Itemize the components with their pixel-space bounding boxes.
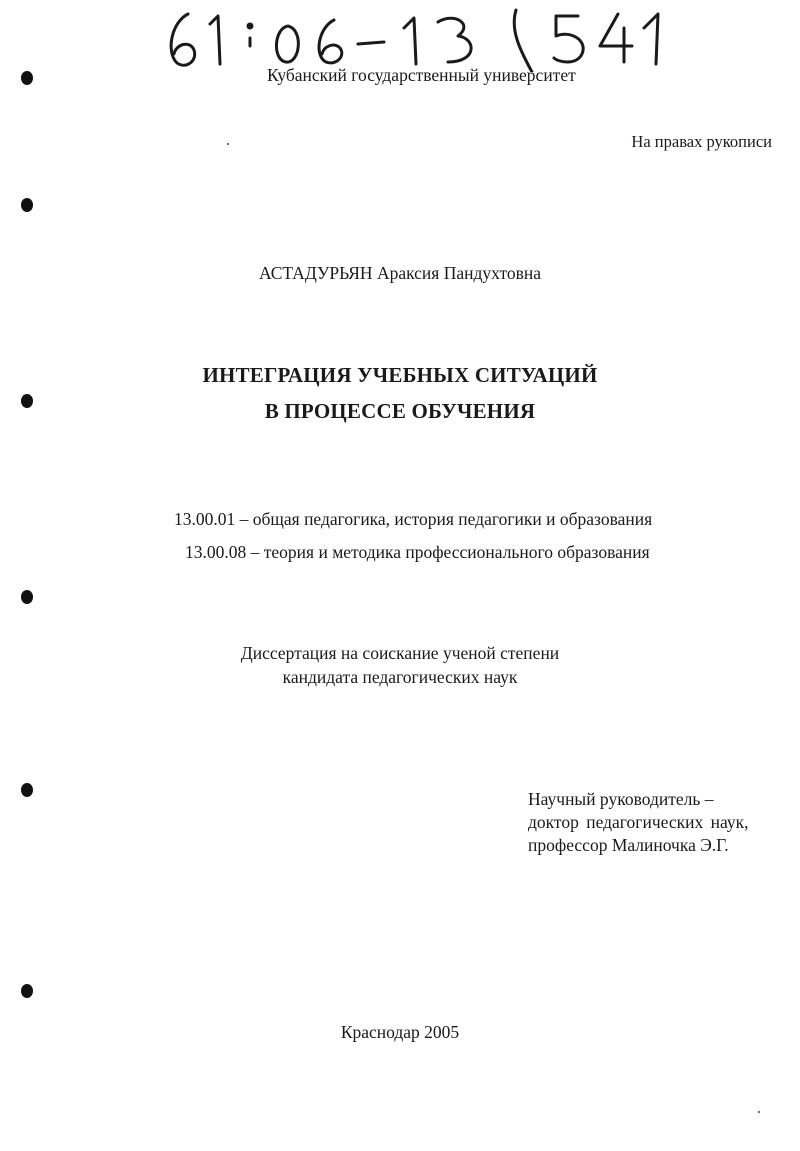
supervisor-line2: доктор педагогических наук, [528,812,749,832]
specialty-1: 13.00.01 – общая педагогика, история педагогики и образования [174,509,653,529]
dissertation-title-line1: ИНТЕГРАЦИЯ УЧЕБНЫХ СИТУАЦИЙ [202,363,598,387]
scan-speck [758,1111,760,1113]
city-year: Краснодар 2005 [340,1022,460,1042]
dissertation-title-line2: В ПРОЦЕССЕ ОБУЧЕНИЯ [264,399,536,423]
scan-speck [227,143,229,145]
rights-notice: На правах рукописи [631,132,772,151]
punch-hole-6 [21,984,33,998]
degree-line1: Диссертация на соискание ученой степени [240,643,560,663]
author-name: АСТАДУРЬЯН Араксия Пандухтовна [258,263,542,283]
university-name: Кубанский государственный университет [267,65,576,85]
specialty-2: 13.00.08 – теория и методика профессионального образования [185,542,650,562]
punch-hole-5 [21,783,33,797]
degree-line2: кандидата педагогических наук [282,667,518,687]
punch-hole-4 [21,590,33,604]
supervisor-line1: Научный руководитель – [528,789,714,809]
punch-hole-2 [21,198,33,212]
handwritten-catalog-number [158,6,678,72]
supervisor-line3: профессор Малиночка Э.Г. [528,835,729,855]
punch-hole-1 [21,71,33,85]
